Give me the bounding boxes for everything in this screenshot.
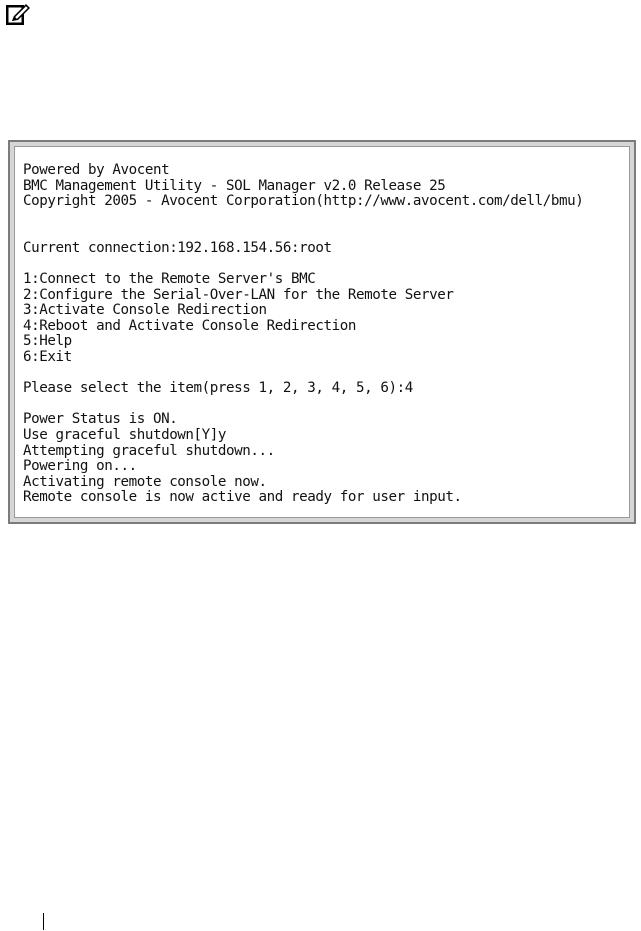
terminal-screen — [14, 146, 630, 518]
menu-option-1: 1:Connect to the Remote Server's BMC — [23, 270, 316, 287]
output-line: Power Status is ON. — [23, 411, 178, 428]
selection-prompt[interactable]: Please select the item(press 1, 2, 3, 4, 5, 6):4 — [23, 380, 413, 397]
output-line: Use graceful shutdown[Y]y — [23, 426, 227, 443]
connection-line: Current connection:192.168.154.56:root — [23, 239, 332, 256]
menu-option-5: 5:Help — [23, 333, 72, 350]
page-divider-mark — [43, 913, 44, 930]
output-line: Remote console is now active and ready for user input. — [23, 489, 462, 506]
header-line: BMC Management Utility - SOL Manager v2.0 Release 25 — [23, 177, 446, 194]
header-line: Copyright 2005 - Avocent Corporation(http://www.avocent.com/dell/bmu) — [23, 193, 584, 210]
pencil-note-icon — [5, 3, 31, 27]
output-line: Attempting graceful shutdown... — [23, 442, 275, 459]
menu-option-2: 2:Configure the Serial-Over-LAN for the Remote Server — [23, 286, 454, 303]
menu-option-6: 6:Exit — [23, 348, 72, 365]
menu-option-4: 4:Reboot and Activate Console Redirection — [23, 317, 356, 334]
output-line: Powering on... — [23, 458, 137, 475]
output-line: Activating remote console now. — [23, 473, 267, 490]
header-line: Powered by Avocent — [23, 162, 170, 178]
menu-option-3: 3:Activate Console Redirection — [23, 302, 267, 319]
terminal-window — [8, 140, 636, 524]
